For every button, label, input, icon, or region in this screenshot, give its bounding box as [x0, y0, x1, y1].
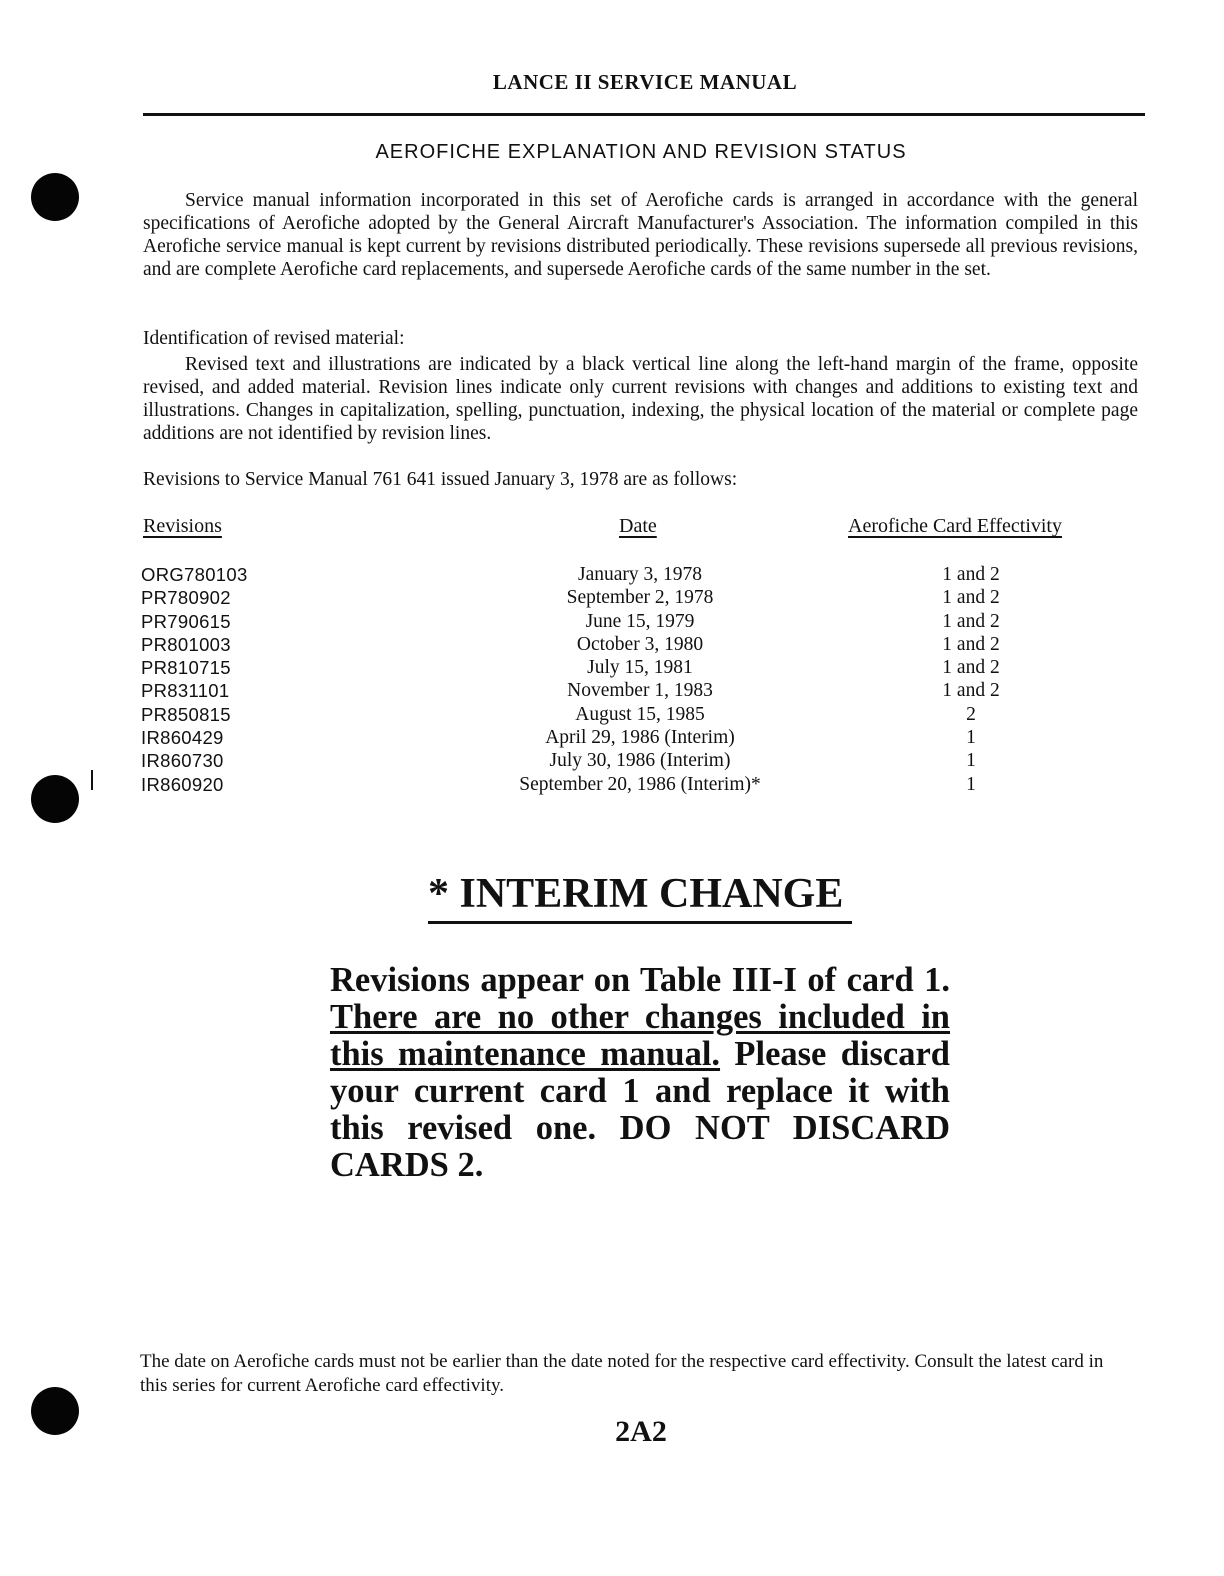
table-row [0, 563, 1224, 586]
revision-code: IR860920 [141, 773, 224, 795]
revisions-intro: Revisions to Service Manual 761 641 issued January 3, 1978 are as follows: [143, 469, 738, 490]
table-row [0, 773, 1224, 796]
identification-paragraph [143, 353, 1138, 445]
revision-code: PR780902 [141, 587, 231, 609]
footer-note: The date on Aerofiche cards must not be earlier than the date noted for the respective card effectivity. Consult the latest card in this series for current Aerofiche card effectivity. [140, 1351, 1104, 1396]
revision-effectivity: 1 and 2 [942, 587, 1000, 609]
intro-paragraph-text: Service manual information incorporated in this set of Aerofiche cards is arranged in accordance with the general specifications of Aerofiche adopted by the General Aircraft Manufacturer's Association. The information compiled in this Aerofiche service manual is kept current by revisions distributed periodically. These revisions supersede all previous revisions, and are complete Aerofiche card replacements, and supersede Aerofiche cards of the same number in the set. [143, 190, 1138, 280]
revision-date: September 2, 1978 [566, 587, 714, 609]
revision-code: PR810715 [141, 657, 231, 679]
table-row [0, 610, 1224, 633]
revision-code: PR831101 [141, 680, 230, 702]
revision-effectivity: 1 and 2 [942, 564, 1000, 585]
punch-hole [31, 775, 79, 823]
page-number: 2A2 [615, 1415, 667, 1448]
revision-effectivity: 1 [966, 727, 976, 749]
table-row [0, 656, 1224, 679]
revision-code: PR801003 [141, 633, 231, 655]
revision-effectivity: 1 and 2 [942, 657, 1000, 679]
revision-bar [91, 770, 93, 790]
revision-date: September 20, 1986 (Interim)* [519, 773, 761, 795]
table-row [0, 679, 1224, 702]
revision-code: IR860730 [141, 750, 224, 772]
column-header-effectivity: Aerofiche Card Effectivity [848, 515, 1062, 537]
revision-code: PR790615 [141, 610, 231, 632]
revision-code: IR860429 [141, 727, 224, 749]
revision-table [0, 563, 1224, 796]
revision-date: July 30, 1986 (Interim) [549, 750, 731, 772]
revision-effectivity: 1 [966, 750, 976, 772]
table-row [0, 586, 1224, 609]
interim-notice-underlined: There are no other changes included in this maintenance manual. [330, 998, 950, 1073]
revision-date: October 3, 1980 [576, 633, 704, 655]
revision-effectivity: 2 [966, 703, 976, 725]
punch-hole [31, 1387, 79, 1435]
revision-date: August 15, 1985 [575, 703, 705, 725]
interim-notice-part2: Please discard your current card 1 and replace it with this revised one. DO NOT DISCARD CARDS 2. [330, 1035, 950, 1184]
table-row [0, 703, 1224, 726]
revision-effectivity: 1 [966, 773, 976, 795]
identification-label: Identification of revised material: [143, 328, 405, 349]
table-row [0, 749, 1224, 772]
interim-notice-part1: Revisions appear on Table III-I of card 1. [330, 961, 950, 999]
punch-hole [31, 173, 79, 221]
interim-title-underline [428, 921, 852, 924]
revision-date: June 15, 1979 [585, 610, 695, 632]
revision-date: April 29, 1986 (Interim) [545, 727, 735, 749]
revision-date: November 1, 1983 [567, 680, 713, 702]
revision-date: January 3, 1978 [577, 564, 703, 585]
revision-effectivity: 1 and 2 [942, 633, 1000, 655]
header-rule [143, 113, 1145, 116]
identification-paragraph-text: Revised text and illustrations are indicated by a black vertical line along the left-hand margin of the frame, opposite revised, and added material. Revision lines indicate only current revisions with changes and additions to existing text and illustrations. Changes in capitalization, spelling, punctuation, indexing, the physical location of the material or complete page additions are not identified by revision lines. [143, 354, 1138, 444]
revision-effectivity: 1 and 2 [942, 680, 1000, 702]
interim-change-title: * INTERIM CHANGE [428, 871, 844, 917]
table-row [0, 633, 1224, 656]
column-header-date: Date [619, 515, 657, 537]
revision-effectivity: 1 and 2 [942, 610, 1000, 632]
intro-paragraph [143, 189, 1138, 281]
column-header-revisions: Revisions [143, 515, 222, 537]
table-row [0, 726, 1224, 749]
revision-date: July 15, 1981 [587, 657, 693, 679]
section-title: AEROFICHE EXPLANATION AND REVISION STATUS [375, 141, 907, 163]
interim-notice [330, 962, 950, 1184]
revision-code: PR850815 [141, 703, 231, 725]
revision-code: ORG780103 [141, 564, 248, 585]
manual-title: LANCE II SERVICE MANUAL [492, 70, 798, 94]
